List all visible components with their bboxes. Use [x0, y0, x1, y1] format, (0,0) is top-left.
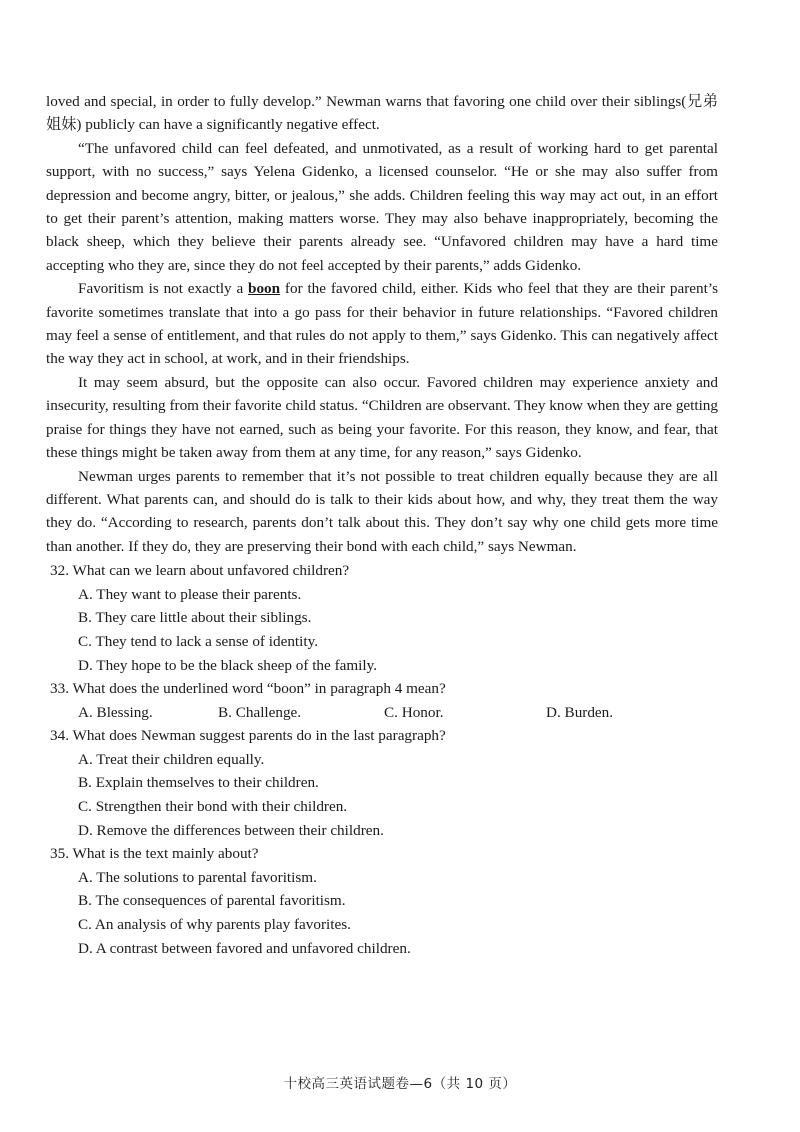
option-c: C. They tend to lack a sense of identity.	[78, 632, 318, 650]
question-32	[46, 559, 718, 677]
question-34	[46, 724, 718, 842]
reading-passage	[46, 90, 718, 558]
page-footer: 十校高三英语试题卷—6（共 10 页）	[283, 1076, 517, 1092]
question-stem: 33. What does the underlined word “boon” in paragraph 4 mean?	[50, 680, 446, 698]
question-stem: 32. What can we learn about unfavored children?	[50, 562, 350, 580]
option-b: B. The consequences of parental favoritism.	[78, 892, 346, 910]
option-c: C. Honor.	[384, 703, 444, 721]
option-c: C. Strengthen their bond with their children.	[78, 798, 348, 816]
option-row	[78, 701, 718, 725]
question-list	[46, 559, 718, 960]
option-d: D. A contrast between favored and unfavored children.	[78, 939, 411, 957]
option-d: D. Burden.	[546, 703, 614, 721]
option-b: B. Challenge.	[218, 703, 302, 721]
passage-paragraph-3	[46, 277, 718, 371]
option-d: D. They hope to be the black sheep of the family.	[78, 656, 378, 674]
exam-page	[46, 90, 718, 960]
passage-paragraph-4: It may seem absurd, but the opposite can also occur. Favored children may experience anxiety and insecurity, resulting from their favorite child status. “Children are observant. They know when they are getting praise for things they have not earned, such as being your favorite. For this reason, they know, and fear, that these things might be taken away from them at any time, for any reason,” says Gidenko.	[46, 373, 718, 462]
option-a: A. The solutions to parental favoritism.	[78, 868, 317, 886]
passage-paragraph-3-after: for the favored child, either. Kids who feel that they are their parent’s favorite sometimes translate that into a go pass for their behavior in future relationships. “Favored children may feel a sense of entitlement, and that rules do not apply to them,” says Gidenko. This can negatively affect the way they act in school, at work, and in their friendships.	[46, 280, 718, 368]
passage-paragraph-3-before: Favoritism is not exactly a	[78, 280, 249, 298]
underlined-word-boon: boon	[248, 280, 281, 298]
option-a: A. They want to please their parents.	[78, 585, 302, 603]
question-35	[46, 842, 718, 960]
option-c: C. An analysis of why parents play favorites.	[78, 916, 351, 934]
option-a: A. Blessing.	[78, 703, 153, 721]
option-b: B. Explain themselves to their children.	[78, 774, 319, 792]
passage-paragraph-1: loved and special, in order to fully develop.” Newman warns that favoring one child over their siblings(兄弟姐妹) publicly can have a significantly negative effect.	[46, 93, 718, 134]
option-d: D. Remove the differences between their children.	[78, 821, 384, 839]
question-stem: 34. What does Newman suggest parents do in the last paragraph?	[50, 727, 446, 745]
question-stem: 35. What is the text mainly about?	[50, 845, 259, 863]
question-33	[46, 677, 718, 724]
passage-paragraph-5: Newman urges parents to remember that it’s not possible to treat children equally because they are all different. What parents can, and should do is talk to their kids about how, and why, they treat them the way they do. “According to research, parents don’t talk about this. They don’t say why one child gets more time than another. If they do, they are preserving their bond with each child,” says Newman.	[46, 467, 718, 555]
option-a: A. Treat their children equally.	[78, 750, 265, 768]
option-b: B. They care little about their siblings.	[78, 609, 312, 627]
passage-paragraph-2: “The unfavored child can feel defeated, and unmotivated, as a result of working hard to get parental support, with no success,” says Yelena Gidenko, a licensed counselor. “He or she may also suffer from depression and become angry, bitter, or jealous,” she adds. Children feeling this way may act out, in an effort to get their parent’s attention, making matters worse. They may also behave inappropriately, becoming the black sheep, which they believe their parents already see. “Unfavored children may have a hard time accepting who they are, since they do not feel accepted by their parents,” adds Gidenko.	[46, 139, 718, 274]
